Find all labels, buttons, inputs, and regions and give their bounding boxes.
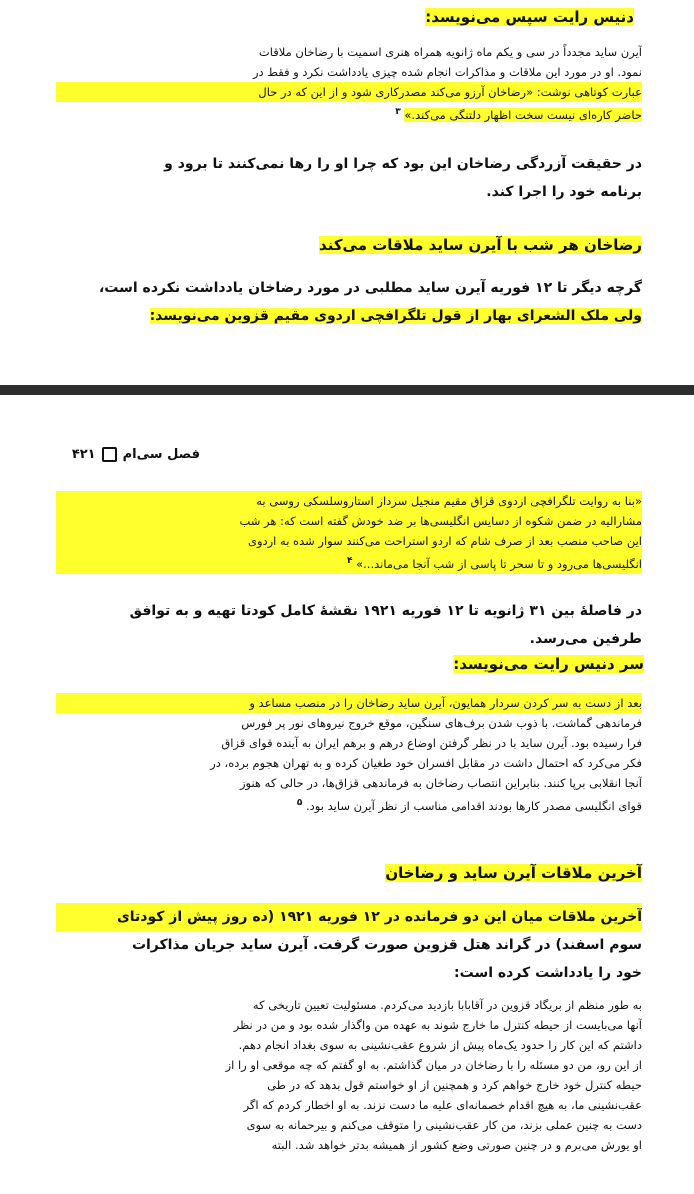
quote-line: آنجا انقلابی برپا کنند. بنابراین انتصاب رضاخان به فرماندهی قزاق‌ها، در حالی که هنوز xyxy=(239,776,642,790)
quote-line: فرماندهی گماشت. با ذوب شدن برف‌های سنگین، موقع خروج نیروهای نور پر فورس xyxy=(241,716,642,730)
quote-line: او یورش می‌برم و در چنین صورتی وضع کشور از همیشه بدتر خواهد شد. البته xyxy=(271,1138,642,1152)
section-title-1 xyxy=(319,232,642,258)
paragraph-1 xyxy=(56,150,642,206)
heading-text: سر دنیس رایت می‌نویسد: xyxy=(453,655,644,673)
paragraph-line: گرچه دیگر تا ۱۲ فوریه آیرن ساید مطلبی در مورد رضاخان یادداشت نکرده است، xyxy=(98,280,642,296)
page-bottom xyxy=(0,403,694,1194)
paragraph-2 xyxy=(56,274,642,330)
header-square-icon xyxy=(102,447,117,462)
paragraph-line: خود را یادداشت کرده است: xyxy=(454,965,642,981)
paragraph-line: در حقیقت آزردگی رضاخان این بود که چرا او را رها نمی‌کنند تا برود و xyxy=(164,156,642,172)
paragraph-line: برنامه خود را اجرا کند. xyxy=(486,184,642,200)
page-number: ۴۲۱ xyxy=(71,447,96,462)
footnote-marker: ۳ xyxy=(395,107,401,117)
page-separator xyxy=(0,375,694,403)
paragraph-line: در فاصلهٔ بین ۳۱ ژانویه تا ۱۲ فوریه ۱۹۲۱ نقشهٔ کامل کودتا تهیه و به توافق xyxy=(129,603,642,619)
quote-block-2 xyxy=(56,491,642,574)
paragraph-line: سوم اسفند) در گراند هتل قزوین صورت گرفت. آیرن ساید جریان مذاکرات xyxy=(131,937,642,953)
quote-line: عقب‌نشینی ما، به هیچ اقدام خصمانه‌ای علیه ما دست نزند. به او اخطار کردم که اگر xyxy=(243,1098,642,1112)
quote-block-3 xyxy=(56,693,642,816)
quote-line: مشارالیه در ضمن شکوه از دسایس انگلیسی‌ها بر ضد خودش گفته است که: هر شب xyxy=(239,514,642,528)
quote-block-4 xyxy=(56,995,642,1155)
quote-line: این صاحب منصب بعد از صرف شام که اردو استراحت می‌کنند سوار شده به اردوی xyxy=(247,534,642,548)
quote-line: عبارت کوتاهی نوشت: «رضاخان آرزو می‌کند مصدرکاری شود و از این که در حال xyxy=(56,82,642,102)
paragraph-line: ولی ملک الشعرای بهار از قول تلگرافچی اردوی مقیم قزوین می‌نویسد: xyxy=(149,308,642,324)
quote-line: نمود. او در مورد این ملاقات و مذاکرات انجام شده چیزی یادداشت نکرد و فقط در xyxy=(253,65,642,79)
page-top xyxy=(0,0,694,375)
quote-line: حاضر کاره‌ای نیست سخت اظهار دلتنگی می‌کند.» $^۳$ xyxy=(395,107,642,122)
quote-line: «بنا به روایت تلگرافچی اردوی قزاق مقیم منجیل سردار استاروسلسکی روسی به xyxy=(256,494,642,508)
footnote-marker: ۵ xyxy=(296,798,303,808)
quote-block-1 xyxy=(56,42,642,125)
quote-line: دست به چنین عملی بزند، من کار عقب‌نشینی را متوقف می‌کنم و بیرحمانه به سوی xyxy=(246,1118,642,1132)
quote-line: حیطه کنترل خود خارج خواهم کرد و همچنین از او خواستم قول بدهد که در طی xyxy=(267,1078,642,1092)
heading-dennis-wright xyxy=(425,4,634,30)
quote-line: آیرن ساید مجدداً در سی و یکم ماه ژانویه همراه هنری اسمیت با رضاخان ملاقات xyxy=(258,45,642,59)
quote-line: انگلیسی‌ها می‌رود و تا سحر تا پاسی از شب آنجا می‌ماند...» $^۴$ xyxy=(346,556,642,571)
quote-line: داشتم که این کار را حدود یک‌ماه پیش از شروع عقب‌نشینی به سوی بغداد انجام دهم. xyxy=(238,1038,642,1052)
paragraph-line: آخرین ملاقات میان این دو فرمانده در ۱۲ فوریه ۱۹۲۱ (ده روز پیش از کودتای xyxy=(56,903,642,931)
quote-line: آنها می‌بایست از حیطه کنترل ما خارج شوند به عهده من واگذار شده بود و من در نظر xyxy=(233,1018,642,1032)
paragraph-4 xyxy=(56,903,642,987)
quote-line: از این رو، من دو مسئله را با رضاخان در میان گذاشتم. به او گفتم که چه موقعی او را از xyxy=(225,1058,642,1072)
chapter-title: فصل سی‌ام xyxy=(122,447,200,462)
quote-line: قوای انگلیسی مصدر کارها بودند اقدامی مناسب از نظر آیرن ساید بود. $^۵$ xyxy=(296,798,642,813)
heading-text: دنیس رایت سپس می‌نویسد: xyxy=(425,8,634,26)
heading-sir-dennis-wright xyxy=(453,651,644,677)
quote-line: به طور منظم از بریگاد قزوین در آقابابا بازدید می‌کردم. مسئولیت تعیین تاریخی که xyxy=(252,998,642,1012)
section-title-2 xyxy=(385,860,642,886)
paragraph-3 xyxy=(56,597,642,653)
quote-line: بعد از دست به سر کردن سردار همایون، آیرن ساید رضاخان را در منصب مساعد و xyxy=(56,693,642,713)
running-header xyxy=(72,447,200,462)
footnote-marker: ۴ xyxy=(346,556,353,566)
quote-line: فرا رسیده بود. آیرن ساید با در نظر گرفتن اوضاع درهم و برهم ایران به آینده قوای قزاق xyxy=(221,736,642,750)
section-title-text: رضاخان هر شب با آیرن ساید ملاقات می‌کند xyxy=(319,236,642,254)
section-title-text: آخرین ملاقات آیرن ساید و رضاخان xyxy=(385,864,642,882)
paragraph-line: طرفین می‌رسد. xyxy=(529,631,642,647)
quote-line: فکر می‌کرد که احتمال داشت در مقابل افسران خود طغیان کرده و به تهران هجوم برده، در xyxy=(210,756,642,770)
